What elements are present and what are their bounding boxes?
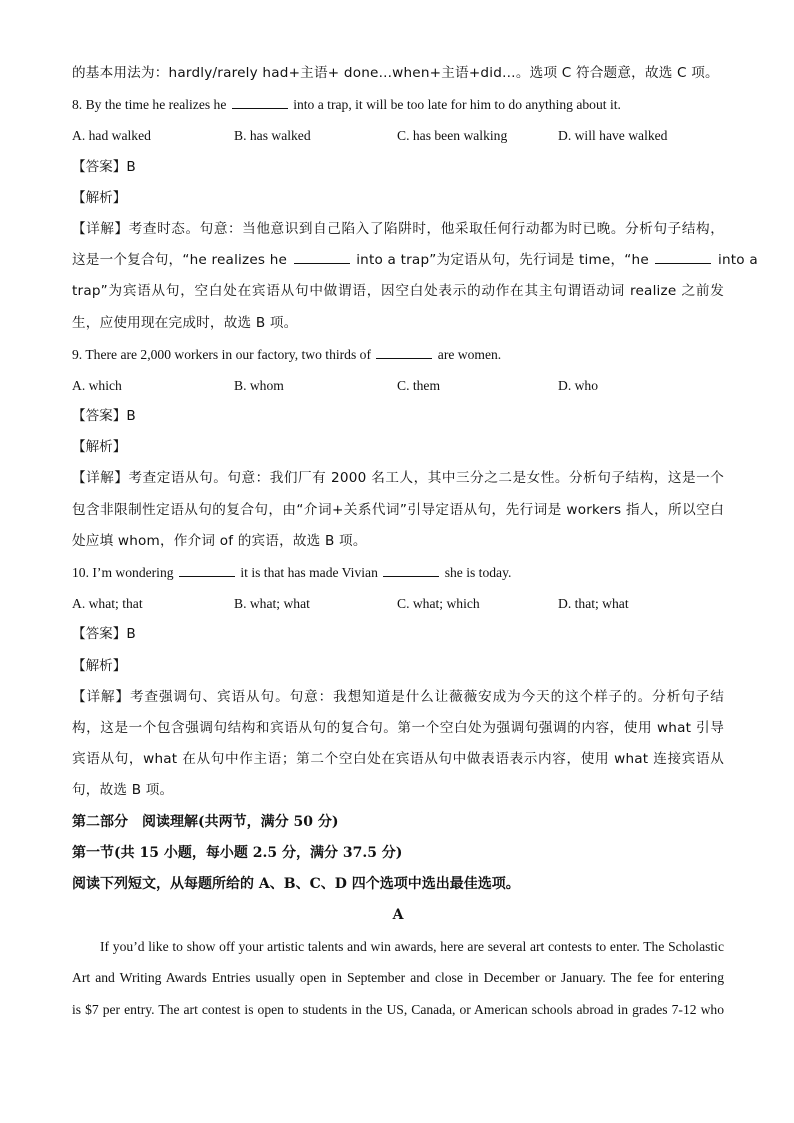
detail-line: 【详解】考查定语从句。句意：我们厂有 2000 名工人，其中三分之二是女性。分析句子结构，这是一个 (72, 470, 724, 487)
detail-text: 这是一个复合句，“he realizes he (72, 252, 288, 269)
option-c: C. them (397, 377, 441, 393)
analysis-label: 【解析】 (72, 657, 127, 674)
option-c: C. what; which (397, 596, 480, 612)
option-a: A. had walked (72, 128, 151, 144)
detail-line: 构，这是一个包含强调句结构和宾语从句的复合句。第一个空白处为强调句强调的内容，使用 what 引导 (72, 719, 724, 736)
text-line: 的基本用法为：hardly/rarely had+主语+ done...when+主语+did…。选项 C 符合题意，故选 C 项。 (72, 65, 719, 81)
detail-line: 生，应使用现在完成时，故选 B 项。 (72, 314, 298, 331)
passage-line: is $7 per entry. The art contest is open to students in the US, Canada, or American schools abroad in grades 7-12 who (72, 1001, 724, 1017)
question-10 (72, 557, 724, 588)
question-9-options (72, 370, 724, 401)
detail-line: 包含非限制性定语从句的复合句，由“介词+关系代词”引导定语从句，先行词是 workers 指人，所以空白 (72, 501, 724, 518)
question-10-options (72, 588, 724, 619)
detail-line: 处应填 whom，作介词 of 的宾语，故选 B 项。 (72, 532, 367, 549)
section-heading: 第一节(共 15 小题，每小题 2.5 分，满分 37.5 分) (72, 844, 403, 861)
question-text: she is today. (444, 565, 512, 580)
detail-line: trap”为宾语从句，空白处在宾语从句中做谓语，因空白处表示的动作在其主句谓语动词 realize 之前发 (72, 283, 724, 300)
option-a: A. which (72, 377, 122, 393)
analysis-label: 【解析】 (72, 189, 127, 206)
answer-blank (179, 566, 235, 577)
answer-label: 【答案】B (72, 626, 136, 643)
detail-line: 【详解】考查时态。句意：当他意识到自己陷入了陷阱时，他采取任何行动都为时已晚。分析句子结构， (72, 220, 724, 237)
option-b: B. what; what (234, 596, 310, 612)
detail-text: into a (717, 252, 758, 269)
detail-line: 宾语从句，what 在从句中作主语；第二个空白处在宾语从句中做表语表示内容，使用 what 连接宾语从 (72, 751, 724, 768)
answer-blank (383, 566, 439, 577)
passage-label: A (392, 907, 404, 924)
answer-blank (232, 98, 288, 109)
instruction-heading: 阅读下列短文，从每题所给的 A、B、C、D 四个选项中选出最佳选项。 (72, 875, 520, 892)
analysis-label: 【解析】 (72, 439, 127, 456)
question-9 (72, 339, 724, 370)
answer-label: 【答案】B (72, 408, 136, 425)
detail-text: into a trap”为定语从句，先行词是 time，“he (356, 252, 649, 269)
option-b: B. whom (234, 377, 284, 393)
passage-line: Art and Writing Awards Entries usually open in September and close in December or January. The fee for entering (72, 970, 724, 986)
question-text: are women. (437, 346, 502, 362)
document-page (72, 58, 758, 1025)
detail-line (72, 245, 758, 276)
option-d: D. that; what (558, 596, 629, 612)
answer-blank (376, 348, 432, 359)
answer-label: 【答案】B (72, 158, 136, 175)
detail-line: 句，故选 B 项。 (72, 782, 174, 799)
question-text: 10. I’m wondering (72, 565, 174, 580)
question-text: 9. There are 2,000 workers in our factory, two thirds of (72, 346, 371, 362)
answer-blank (655, 253, 711, 264)
question-8 (72, 89, 724, 120)
passage-line: If you’d like to show off your artistic talents and win awards, here are several art contests to enter. The Scholastic (100, 939, 724, 955)
option-b: B. has walked (234, 128, 311, 144)
question-8-options (72, 120, 724, 151)
option-d: D. will have walked (558, 128, 668, 144)
answer-blank (294, 253, 350, 264)
option-d: D. who (558, 377, 599, 393)
question-text: 8. By the time he realizes he (72, 97, 227, 113)
question-text: it is that has made Vivian (240, 565, 378, 580)
option-a: A. what; that (72, 596, 143, 612)
option-c: C. has been walking (397, 128, 508, 144)
question-text: into a trap, it will be too late for him to do anything about it. (293, 97, 621, 113)
detail-line: 【详解】考查强调句、宾语从句。句意：我想知道是什么让薇薇安成为今天的这个样子的。分析句子结 (72, 688, 724, 705)
part-heading: 第二部分 阅读理解(共两节，满分 50 分) (72, 813, 339, 830)
